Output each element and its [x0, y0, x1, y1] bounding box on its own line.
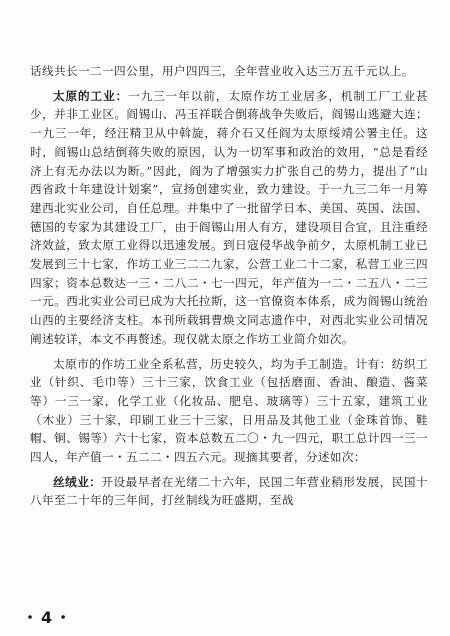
body-text	[30, 62, 428, 510]
section-heading-silk-industry: 丝绒业：	[53, 474, 102, 489]
paragraph-continuation	[30, 62, 428, 81]
paragraph-workshop-industry	[30, 355, 428, 467]
paragraph-taiyuan-industry	[30, 87, 428, 349]
paragraph-text: 一九三一年以前，太原作坊工业居多，机制工厂工业甚少，并非工业区。阎锡山、冯玉祥联合倒蒋战争失败后，阎锡山逃避大连；一九三一年，经汪精卫从中斡旋，蒋介石又任阎为太原绥靖公署主任。这时，阎锡山总结倒蒋失败的原因，认为一切军事和政治的效用，“总是看经济上有无办法以为断。”因此，阎为了增强实力扩张自己的势力，提出了“山西省政十年建设计划案”，宣扬创建实业，致力建设。于一九三二年一月筹建西北实业公司，自任总理。并集中了一批留学日本、美国、英国、法国、德国的专家为其建设工厂，由于阎锡山用人有方，建设项目合宜，且注重经济效益，致太原工业得以迅速发展。到日寇侵华战争前夕，太原机制工业已发展到三十七家，作坊工业三二二九家，公营工业二十二家，私营工业三四四家；资本总数达一三・二八二・七一四元，年产值为一二・二五八・二三一元。西北实业公司已成为大托拉斯，这一官僚资本体系，成为阎锡山统治山西的主要经济支柱。本刊所载辑曹焕文同志遗作中，对西北实业公司情况阐述较详，本文不再赘述。现仅就太原之作坊工业简介如次。	[30, 88, 428, 346]
section-heading-taiyuan-industry: 太原的工业：	[53, 88, 129, 103]
paragraph-text: 话线共长一二一四公里，用户四四三，全年营业收入达三万五千元以上。	[30, 64, 414, 78]
paragraph-silk-industry	[30, 473, 428, 510]
page-number: ・4・	[22, 608, 75, 627]
paragraph-text: 开设最早者在光绪二十六年，民国二年营业稍形发展，民国十八年至二十年的三年间，打丝制线为旺盛期，至战	[30, 474, 428, 508]
paragraph-text: 太原市的作坊工业全系私营，历史较久，均为手工制造。计有：纺织工业（针织、毛巾等）三十三家，饮食工业（包括磨面、香油、酿造、酱菜等）一三一家，化学工业（化妆品、肥皂、玻璃等）三十五家，建筑工业（木业）三十家，印刷工业三十三家，日用品及其他工业（金珠首饰、鞋帽、铜、锡等）六十七家，资本总数五二〇・九一四元，职工总计四一三一四人，年产值一・五二二・四五六元。现摘其要者，分述如次：	[30, 356, 428, 465]
